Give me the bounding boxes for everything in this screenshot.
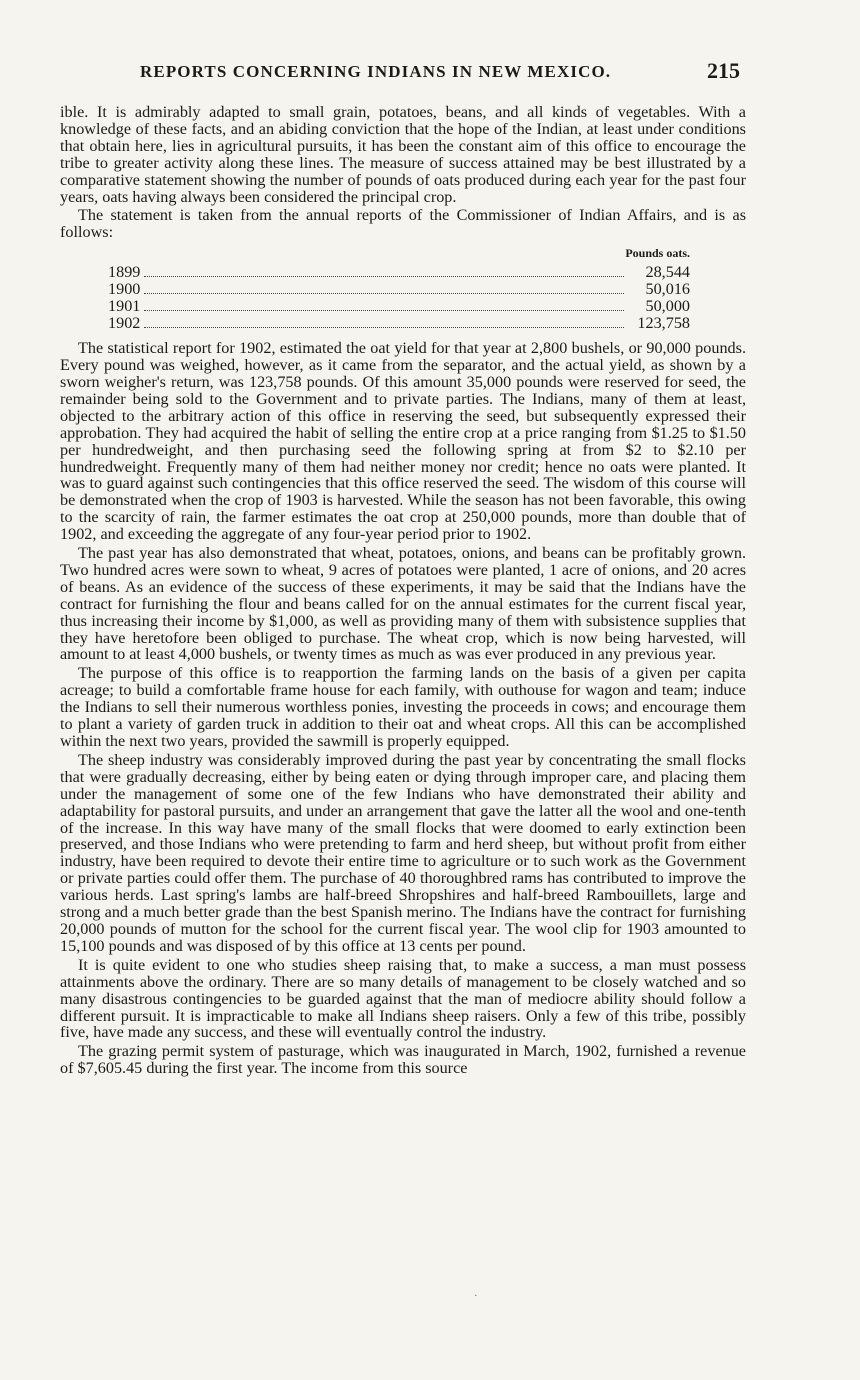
paragraph: ible. It is admirably adapted to small grain, potatoes, beans, and all kinds of vegetables. With a knowledge of these facts, and an abiding conviction that the hope of the Indian, at least under conditions that obtain here, lies in agricultural pursuits, it has been the constant aim of this office to encourage the tribe to greater activity along these lines. The measure of success attained may be best illustrated by a comparative statement showing the number of pounds of oats produced during each year for the past four years, oats having always been considered the principal crop. (60, 103, 746, 206)
paragraph: The purpose of this office is to reapportion the farming lands on the basis of a given per capita acreage; to build a comfortable frame house for each family, with outhouse for wagon and team; induce the Indians to sell their numerous worthless ponies, investing the proceeds in cows; and encourage them to plant a variety of garden truck in addition to their oat and wheat crops. All this can be accomplished within the next two years, provided the sawmill is properly equipped. (60, 664, 746, 750)
row-value: 28,544 (645, 263, 690, 282)
dot-leader (144, 310, 624, 311)
paragraph: The sheep industry was considerably improved during the past year by concentrating the small flocks that were gradually decreasing, either by being eaten or dying through improper care, and placing them under the management of some one of the few Indians who have demonstrated their ability and adaptability for pastoral pursuits, and under an arrangement that gave the latter all the wool and one-tenth of the increase. In this way have many of the small flocks that were doomed to early extinction been preserved, and those Indians who were pretending to farm and herd sheep, but without profit from either industry, have been required to devote their entire time to agriculture or to such work as the Government or private parties could offer them. The purchase of 40 thoroughbred rams has contributed to improve the various herds. Last spring's lambs are half-breed Shropshires and half-breed Rambouillets, large and strong and a much better grade than the best Spanish merino. The Indians have the contract for furnishing 20,000 pounds of mutton for the school for the current fiscal year. The wool clip for 1903 amounted to 15,100 pounds and was disposed of by this office at 13 cents per pound. (60, 750, 746, 955)
table-row (60, 315, 746, 332)
paragraph: The statistical report for 1902, estimated the oat yield for that year at 2,800 bushels, or 90,000 pounds. Every pound was weighed, however, as it came from the separator, and the actual yield, as shown by a sworn weigher's return, was 123,758 pounds. Of this amount 35,000 pounds were reserved for seed, the remainder being sold to the Government and to private parties. The Indians, many of them at least, objected to the arbitrary action of this office in reserving the seed, but subsequently expressed their approbation. They had acquired the habit of selling the entire crop at a price ranging from $1.25 to $1.50 per hundredweight, and then purchasing seed the following spring at from $2 to $2.10 per hundredweight. Frequently many of them had neither money nor credit; hence no oats were planted. It was to guard against such contingencies that this office reserved the seed. The wisdom of this course will be demonstrated when the crop of 1903 is harvested. While the season has not been favorable, this owing to the scarcity of rain, the farmer estimates the oat crop at 250,000 pounds, more than double that of 1902, and exceeding the aggregate of any four-year period prior to 1902. (60, 339, 746, 544)
paragraph: The past year has also demonstrated that wheat, potatoes, onions, and beans can be profitably grown. Two hundred acres were sown to wheat, 9 acres of potatoes were planted, 1 acre of onions, and 20 acres of beans. As an evidence of the success of these experiments, it may be said that the Indians have the contract for furnishing the flour and beans called for on the annual estimates for the current fiscal year, thus increasing their income by $1,000, as well as providing many of them with subsistence supplies that they have heretofore been obliged to purchase. The wheat crop, which is now being harvested, will amount to at least 4,000 bushels, or twenty times as much as was ever produced in any previous year. (60, 544, 746, 664)
row-year: 1902 (108, 314, 141, 333)
row-value: 123,758 (637, 314, 690, 333)
row-year: 1901 (108, 297, 141, 316)
paragraph: The grazing permit system of pasturage, which was inaugurated in March, 1902, furnished a revenue of $7,605.45 during the first year. The income from this source (60, 1042, 746, 1078)
row-value: 50,016 (645, 280, 690, 299)
table-column-header: Pounds oats. (625, 246, 690, 261)
row-value: 50,000 (645, 297, 690, 316)
paragraph: The statement is taken from the annual reports of the Commissioner of Indian Affairs, and is as follows: (60, 206, 746, 242)
paragraph: It is quite evident to one who studies sheep raising that, to make a success, a man must possess attainments above the ordinary. There are so many details of management to be closely watched and so many disastrous contingencies to be guarded against that the man of mediocre ability should follow a different pursuit. It is impracticable to make all Indians sheep raisers. Only a few of this tribe, possibly five, have made any success, and these will eventually control the industry. (60, 955, 746, 1042)
row-year: 1899 (108, 263, 141, 282)
page-number: 215 (707, 58, 740, 83)
body-text (60, 104, 746, 1079)
dot-leader (144, 327, 624, 328)
oats-table (60, 245, 746, 332)
dot-leader (144, 276, 624, 277)
row-year: 1900 (108, 280, 141, 299)
running-title: REPORTS CONCERNING INDIANS IN NEW MEXICO. (140, 62, 612, 81)
table-row (60, 281, 746, 298)
table-row (60, 264, 746, 281)
table-row (60, 298, 746, 315)
page-header (60, 58, 740, 88)
footer-mark: · (474, 1290, 478, 1302)
dot-leader (144, 293, 624, 294)
